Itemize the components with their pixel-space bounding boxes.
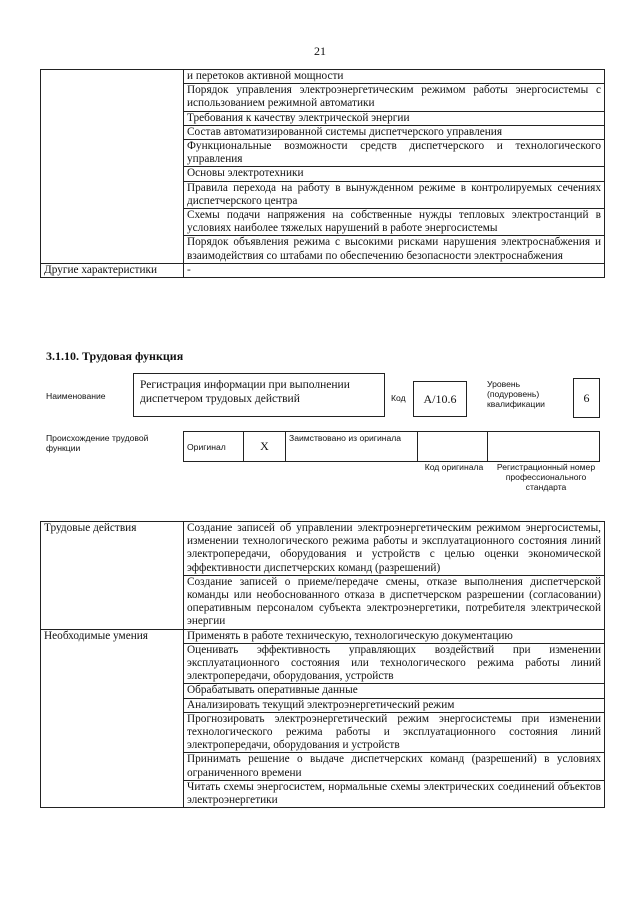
row-category-label: Трудовые действия (41, 522, 184, 630)
reg-number-caption: Регистрационный номер профессионального стандарта (496, 462, 596, 492)
requirement-item: Применять в работе техническую, технологическую документацию (184, 629, 605, 643)
requirement-item: Прогнозировать электроэнергетический режим энергосистемы при изменении технологического режима работы и эксплуатационного состояния линий электропередачи, оборудования и устройств (184, 712, 605, 753)
function-name-text: Регистрация информации при выполнении диспетчером трудовых действий (140, 379, 350, 405)
requirement-item: Анализировать текущий электроэнергетический режим (184, 698, 605, 712)
row-category-label: Необходимые умения (41, 629, 184, 808)
row-category-label: Другие характеристики (41, 263, 184, 277)
origin-label: Происхождение трудовой функции (46, 433, 149, 453)
requirement-item: Создание записей о приеме/передаче смены, отказе выполнения диспетчерской команды или необоснованного отказа в диспетчерском разрешении (согласовании) оперативным персоналом субъекта электроэнергетики, потребителя электрической энергии (184, 575, 605, 629)
table-row (41, 263, 605, 277)
requirement-item: Требования к качеству электрической энергии (184, 111, 605, 125)
row-category-label (41, 70, 184, 264)
original-mark: X (244, 432, 286, 462)
requirement-item: Основы электротехники (184, 167, 605, 181)
page-number: 21 (314, 44, 326, 58)
original-label: Оригинал (184, 432, 244, 462)
function-name-box (133, 373, 385, 417)
requirement-item: Обрабатывать оперативные данные (184, 684, 605, 698)
reg-number-cell (488, 432, 600, 462)
requirement-item: Читать схемы энергосистем, нормальные схемы электрических соединений объектов электроэнергетики (184, 780, 605, 807)
table-row (41, 70, 605, 84)
requirement-item: Правила перехода на работу в вынужденном режиме в контролируемых сечениях диспетчерского центра (184, 181, 605, 208)
original-code-cell (418, 432, 488, 462)
section-heading: 3.1.10. Трудовая функция (46, 349, 184, 363)
code-value: А/10.6 (423, 392, 457, 406)
original-code-caption: Код оригинала (424, 462, 484, 472)
requirement-item: Порядок управления электроэнергетическим режимом работы энергосистемы с использованием режимной автоматики (184, 84, 605, 111)
code-label: Код (391, 393, 406, 403)
requirement-item: Порядок объявления режима с высокими рисками нарушения электроснабжения и взаимодействия со штабами по обеспечению безопасности электроснабжения (184, 236, 605, 263)
knowledge-table-continued (40, 69, 605, 278)
requirement-item: - (184, 263, 605, 277)
level-label: Уровень (подуровень) квалификации (487, 379, 545, 409)
requirement-item: Схемы подачи напряжения на собственные нужды тепловых электростанций в условиях наиболее тяжелых нарушений в работе энергосистемы (184, 209, 605, 236)
code-box (413, 381, 467, 417)
level-box (573, 378, 600, 418)
name-label: Наименование (46, 391, 106, 401)
level-value: 6 (583, 391, 590, 405)
requirement-item: Создание записей об управлении электроэнергетическим режимом энергосистемы, изменении технологического режима работы и эксплуатационного состояния линий электропередачи, оборудования и устройств с целью оценки экономической эффективности диспетчерских команд (разрешений) (184, 522, 605, 576)
table-row (41, 629, 605, 643)
borrowed-label: Заимствовано из оригинала (286, 432, 418, 462)
requirement-item: Состав автоматизированной системы диспетчерского управления (184, 125, 605, 139)
requirement-item: Принимать решение о выдаче диспетчерских команд (разрешений) в условиях ограниченного времени (184, 753, 605, 780)
table-row (41, 522, 605, 576)
requirement-item: Оценивать эффективность управляющих воздействий при изменении эксплуатационного состояния или технологического режима работы линий электропередачи, оборудования, устройств (184, 643, 605, 684)
origin-table (183, 431, 600, 462)
labor-function-table (40, 521, 605, 808)
requirement-item: Функциональные возможности средств диспетчерского и технологического управления (184, 140, 605, 167)
requirement-item: и перетоков активной мощности (184, 70, 605, 84)
